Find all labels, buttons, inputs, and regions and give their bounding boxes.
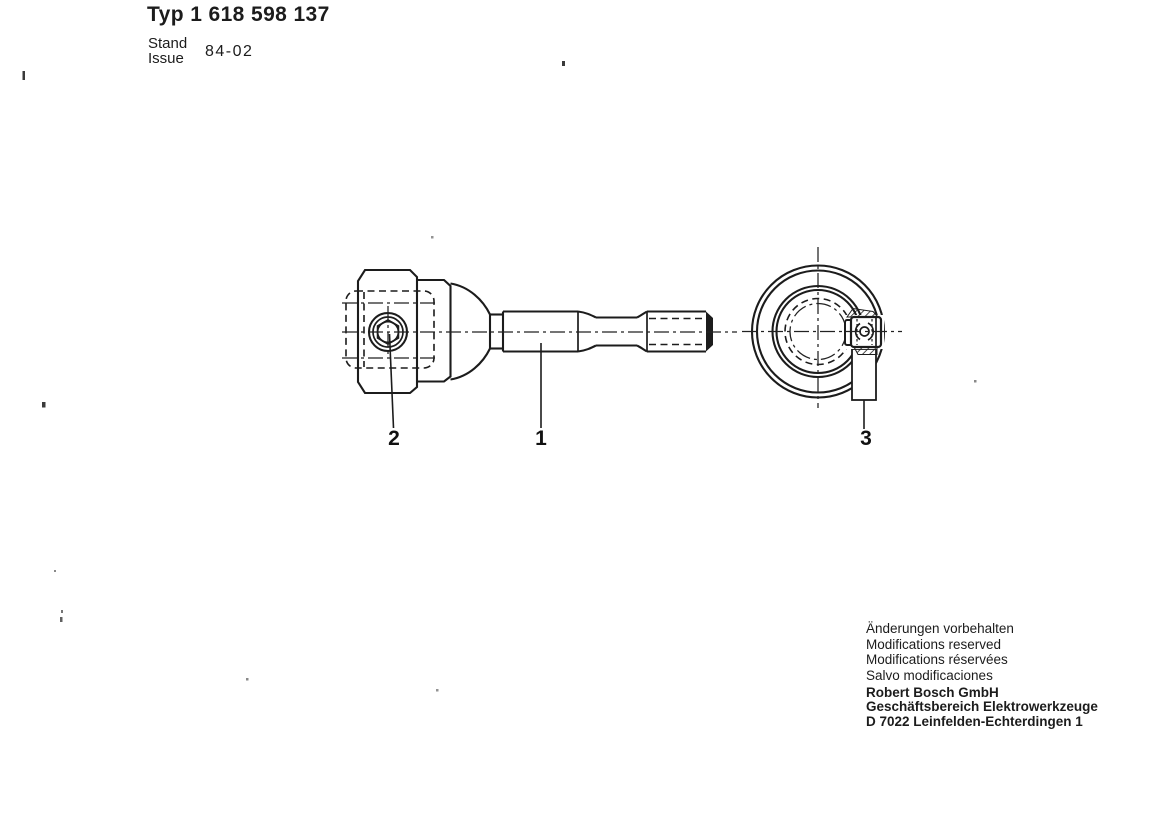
locking-bar	[852, 349, 876, 400]
section-hatch-lower	[854, 347, 877, 355]
page-title: Typ 1 618 598 137	[147, 3, 330, 26]
part-label-1: 1	[535, 427, 547, 450]
stand-label: Stand	[148, 35, 188, 52]
side-view	[342, 270, 737, 393]
part-label-3: 3	[860, 427, 872, 450]
notice-line: Änderungen vorbehalten	[866, 621, 1014, 636]
callouts	[388, 334, 872, 450]
shaft	[490, 312, 713, 352]
issue-value: 84-02	[205, 43, 254, 60]
notice-line: Salvo modificaciones	[866, 667, 993, 683]
leader-part-2	[390, 334, 394, 428]
scan-artifacts	[23, 61, 977, 692]
notice-line: Modifications reserved	[866, 636, 1002, 652]
part-label-2: 2	[388, 427, 400, 450]
company-line: Geschäftsbereich Elektrowerkzeuge	[866, 699, 1098, 715]
notice-line: Modifications réservées	[866, 652, 1008, 667]
hex-socket-screw-front	[369, 306, 407, 356]
issue-label: Issue	[148, 50, 184, 67]
company-line: D 7022 Leinfelden-Echterdingen 1	[866, 713, 1083, 729]
end-view	[742, 247, 902, 408]
footer-block	[866, 621, 1098, 729]
company-line: Robert Bosch GmbH	[866, 685, 999, 700]
section-hatch-upper	[847, 309, 878, 318]
